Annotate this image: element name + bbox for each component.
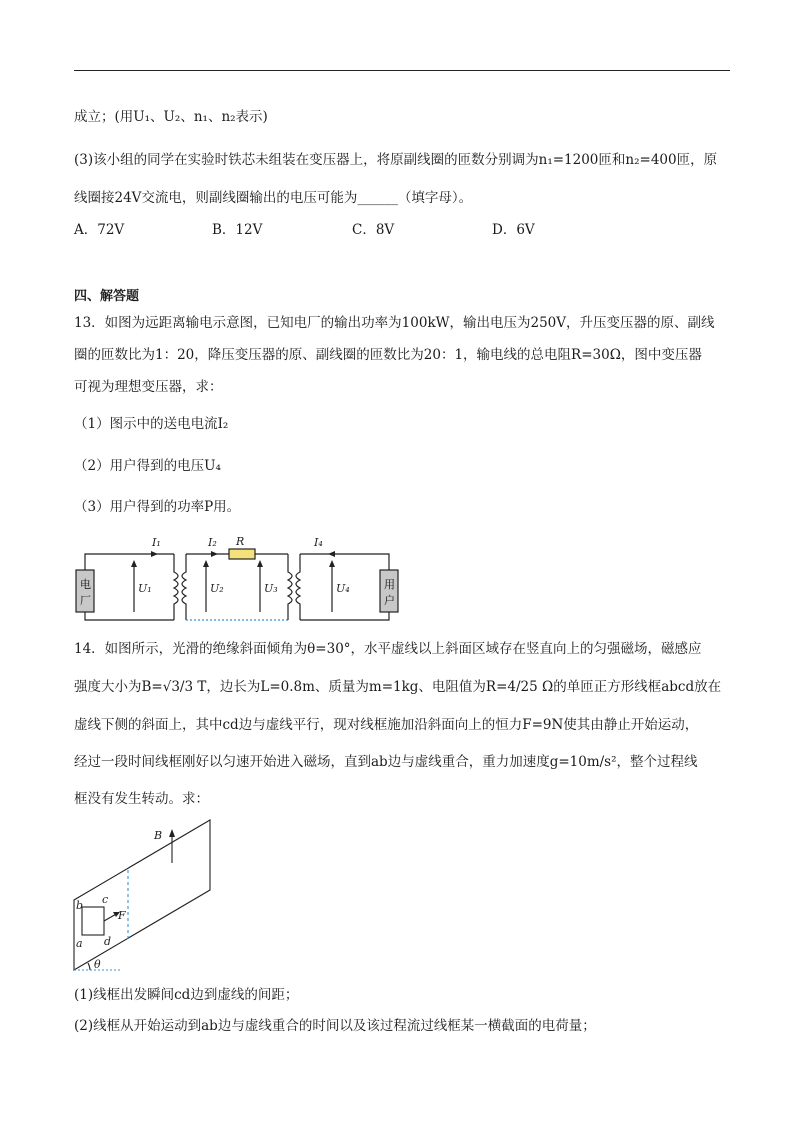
q13-part3: （3）用户得到的功率P用。 xyxy=(74,499,241,515)
incline-magnetic-field-diagram xyxy=(70,815,230,975)
q12-3-line2: 线圈接24V交流电，则副线圈输出的电压可能为______（填字母）。 xyxy=(74,190,473,206)
incline-plane xyxy=(74,820,210,970)
q13-part2: （2）用户得到的电压U₄ xyxy=(74,458,221,474)
option-a: A．72V xyxy=(74,222,125,238)
label-i2: I₂ xyxy=(208,536,217,549)
section-heading: 四、解答题 xyxy=(74,289,140,304)
label-b-field: B xyxy=(154,829,163,842)
q13-line3: 可视为理想变压器，求： xyxy=(74,379,223,395)
label-i4: I₄ xyxy=(314,536,323,549)
label-d: d xyxy=(104,935,112,948)
q14-line1: 14．如图所示，光滑的绝缘斜面倾角为θ=30°，水平虚线以上斜面区域存在竖直向上的匀强磁场，磁感应 xyxy=(74,641,702,657)
step-up-primary-coil xyxy=(174,554,178,620)
q14-part1: (1)线框出发瞬间cd边到虚线的间距； xyxy=(74,987,299,1003)
option-b: B．12V xyxy=(212,222,263,238)
resistor-r xyxy=(229,549,255,559)
label-i1: I₁ xyxy=(152,536,161,549)
q13-line1: 13．如图为远距离输电示意图，已知电厂的输出功率为100kW，输出电压为250V，升压变压器的原、副线 xyxy=(74,315,715,331)
user-char-1: 用 xyxy=(384,578,395,591)
label-u4: U₄ xyxy=(336,582,350,595)
q14-line2: 强度大小为B=√3/3 T，边长为L=0.8m、质量为m=1kg、电阻值为R=4/25 Ω的单匝正方形线框abcd放在 xyxy=(74,679,722,695)
label-c: c xyxy=(102,893,109,906)
q13-line2: 圈的匝数比为1：20，降压变压器的原、副线圈的匝数比为20：1，输电线的总电阻R=30Ω，图中变压器 xyxy=(74,347,702,363)
label-r: R xyxy=(236,535,245,548)
label-u3: U₃ xyxy=(264,582,278,595)
transmission-circuit-diagram xyxy=(74,532,414,627)
user-char-2: 户 xyxy=(384,594,395,607)
q14-line3: 虚线下侧的斜面上，其中cd边与虚线平行，现对线框施加沿斜面向上的恒力F=9N使其由静止开始运动， xyxy=(74,717,699,733)
label-theta: θ xyxy=(94,958,101,971)
q12-3-line1: (3)该小组的同学在实验时铁芯未组装在变压器上，将原副线圈的匝数分别调为n₁=1200匝和n₂=400匝，原 xyxy=(74,152,718,168)
label-a: a xyxy=(76,937,83,950)
q14-part2: (2)线框从开始运动到ab边与虚线重合的时间以及该过程流过线框某一横截面的电荷量； xyxy=(74,1018,596,1034)
q14-line4: 经过一段时间线框刚好以匀速开始进入磁场，直到ab边与虚线重合，重力加速度g=10m/s²，整个过程线 xyxy=(74,754,698,770)
plant-char-2: 厂 xyxy=(80,594,91,607)
label-u2: U₂ xyxy=(210,582,224,595)
step-up-secondary-coil xyxy=(182,554,186,620)
label-b: b xyxy=(76,899,84,912)
plant-char-1: 电 xyxy=(80,578,91,591)
q14-line5: 框没有发生转动。求： xyxy=(74,791,209,807)
option-d: D．6V xyxy=(492,222,535,238)
label-u1: U₁ xyxy=(138,582,152,595)
option-c: C．8V xyxy=(352,222,395,238)
header-rule xyxy=(74,70,730,71)
step-down-secondary-coil xyxy=(296,554,300,620)
q13-part1: （1）图示中的送电电流I₂ xyxy=(74,416,229,432)
q12-tail: 成立；(用U₁、U₂、n₁、n₂表示) xyxy=(74,109,268,125)
label-f: F xyxy=(118,909,126,922)
step-down-primary-coil xyxy=(288,554,292,620)
square-loop-abcd xyxy=(82,907,104,935)
